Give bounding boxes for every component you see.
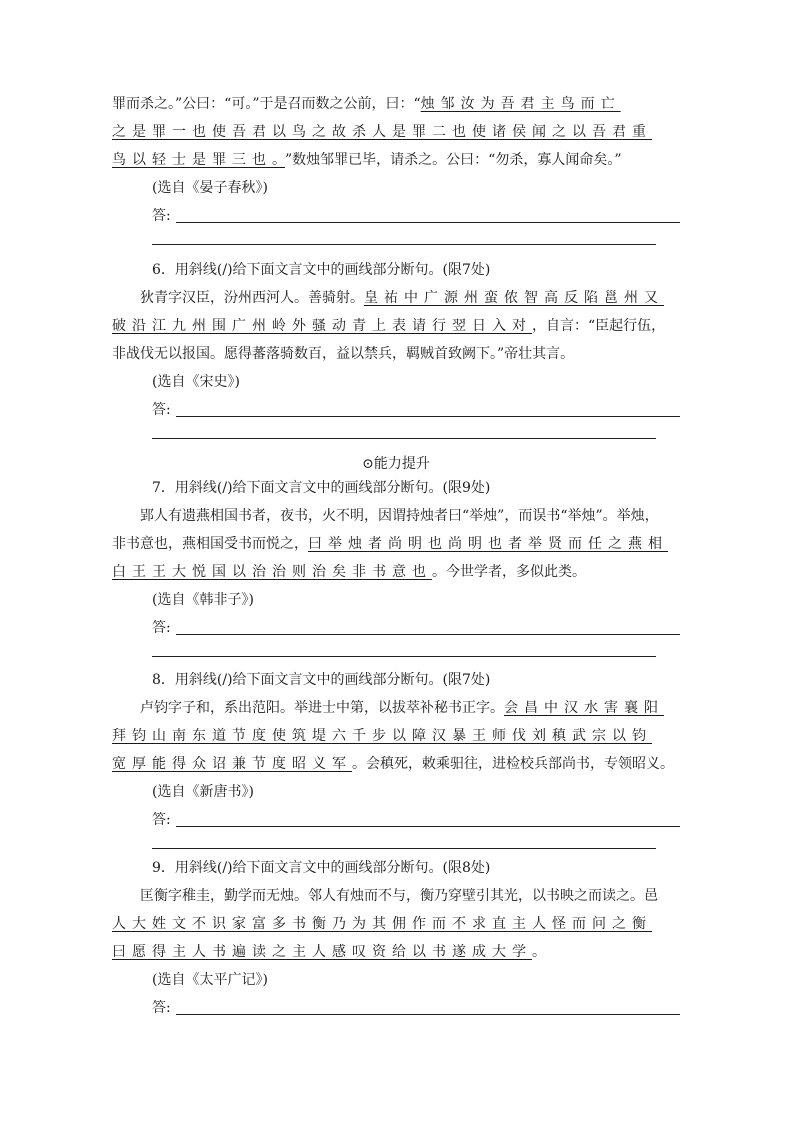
answer-label: 答: [152,208,171,224]
q7-prompt: 7．用斜线(/)给下面文言文中的画线部分断句。(限9处) [152,480,491,496]
p5-line1-underlined: 烛邹汝为吾君主鸟而亡 [420,96,621,112]
q7-line2-underlined: 曰举烛者尚明也尚明也者举贤而任之燕相 [308,536,668,552]
q6-line-2 [112,314,680,338]
q6-source: (选自《宋史》) [152,374,240,390]
q6-line2-underlined: 破沿江九州围广州岭外骚动青上表请行翌日入对 [112,318,532,334]
q8-line-1 [112,696,708,720]
q9-line-2: 人大姓文不识家富多书衡乃为其佣作而不求直主人怪而问之衡 [112,916,652,932]
q6-line2-text: ，自言：“臣起行伍， [532,318,666,334]
q7-answer[interactable] [152,616,680,640]
q9-line-1: 匡衡字稚圭，勤学而无烛。邻人有烛而不与，衡乃穿壁引其光，以书映之而读之。邑 [140,888,658,904]
q7-answer-line-2[interactable] [152,656,656,657]
q7-line3-text: 。今世学者，多似此类。 [432,564,586,580]
section-title: ⊙能力提升 [362,456,430,472]
q6-line1-text: 狄青字汉臣，汾州西河人。善骑射。 [140,290,364,306]
p5-line3-text: ”数烛邹罪已毕，请杀之。公曰：“勿杀，寡人闻命矣。” [285,152,622,168]
answer-label: 答: [152,812,171,828]
p5-source: (选自《晏子春秋》) [152,180,268,196]
q8-line1-text: 卢钧字子和，系出范阳。举进士中第，以拔萃补秘书正字。 [140,700,504,716]
p5-line-1 [112,92,680,116]
q7-source: (选自《韩非子》) [152,592,254,608]
q9-line3-underlined: 曰愿得主人书遍读之主人感叹资给以书遂成大学 [112,944,532,960]
q8-line3-underlined: 宽厚能得众诏兼节度昭义军 [112,756,352,772]
q9-line-3 [112,940,680,964]
p5-answer-line-2[interactable] [152,244,656,245]
q7-line3-underlined: 白王王大悦国以治治则治矣非书意也 [112,564,432,580]
q8-prompt: 8．用斜线(/)给下面文言文中的画线部分断句。(限7处) [152,672,491,688]
q8-answer[interactable] [152,808,680,832]
answer-line [176,416,680,417]
answer-label: 答: [152,620,171,636]
q6-answer[interactable] [152,398,680,422]
q8-answer-line-2[interactable] [152,848,656,849]
q6-answer-line-2[interactable] [152,438,656,439]
q7-line-1: 郢人有遗燕相国书者，夜书，火不明，因谓持烛者曰“举烛”，而误书“举烛”。举烛， [140,508,659,524]
q9-prompt: 9．用斜线(/)给下面文言文中的画线部分断句。(限8处) [152,860,491,876]
p5-line-3 [112,148,680,172]
q9-source: (选自《太平广记》) [152,972,268,988]
q7-line-3 [112,560,680,584]
q8-source: (选自《新唐书》) [152,784,254,800]
answer-line [176,222,680,223]
q7-line-2 [112,532,680,556]
answer-line [176,1014,680,1015]
answer-line [176,826,680,827]
q6-prompt: 6．用斜线(/)给下面文言文中的画线部分断句。(限7处) [152,262,491,278]
q6-line1-underlined: 皇祐中广源州蛮侬智高反陷邕州又 [364,290,664,306]
q9-line3-text: 。 [532,944,546,960]
q8-line3-text: 。会稹死，敕乘驲往，进检校兵部尚书，专领昭义。 [352,756,674,772]
q8-line1-underlined: 会昌中汉水害襄阳 [504,700,664,716]
q8-line-2: 拜钧山南东道节度使筑堤六千步以障汉暴王师伐刘稹武宗以钧 [112,728,652,744]
answer-label: 答: [152,1000,171,1016]
q9-answer[interactable] [152,996,680,1020]
q7-line2-text: 非书意也，燕相国受书而悦之， [112,536,308,552]
p5-line1-text: 罪而杀之。”公曰：“可。”于是召而数之公前，曰：“ [112,96,421,112]
answer-label: 答: [152,402,171,418]
q8-line-3 [112,752,680,776]
q6-line-3: 非战伐无以报国。愿得蕃落骑数百，益以禁兵，羁贼首致阙下。”帝壮其言。 [112,346,575,362]
p5-line-2: 之是罪一也使吾君以鸟之故杀人是罪二也使诸侯闻之以吾君重 [112,124,652,140]
q6-line-1 [112,286,708,310]
answer-line [176,634,680,635]
p5-answer[interactable] [152,204,680,228]
p5-line3-underlined: 鸟以轻士是罪三也。 [112,152,285,168]
